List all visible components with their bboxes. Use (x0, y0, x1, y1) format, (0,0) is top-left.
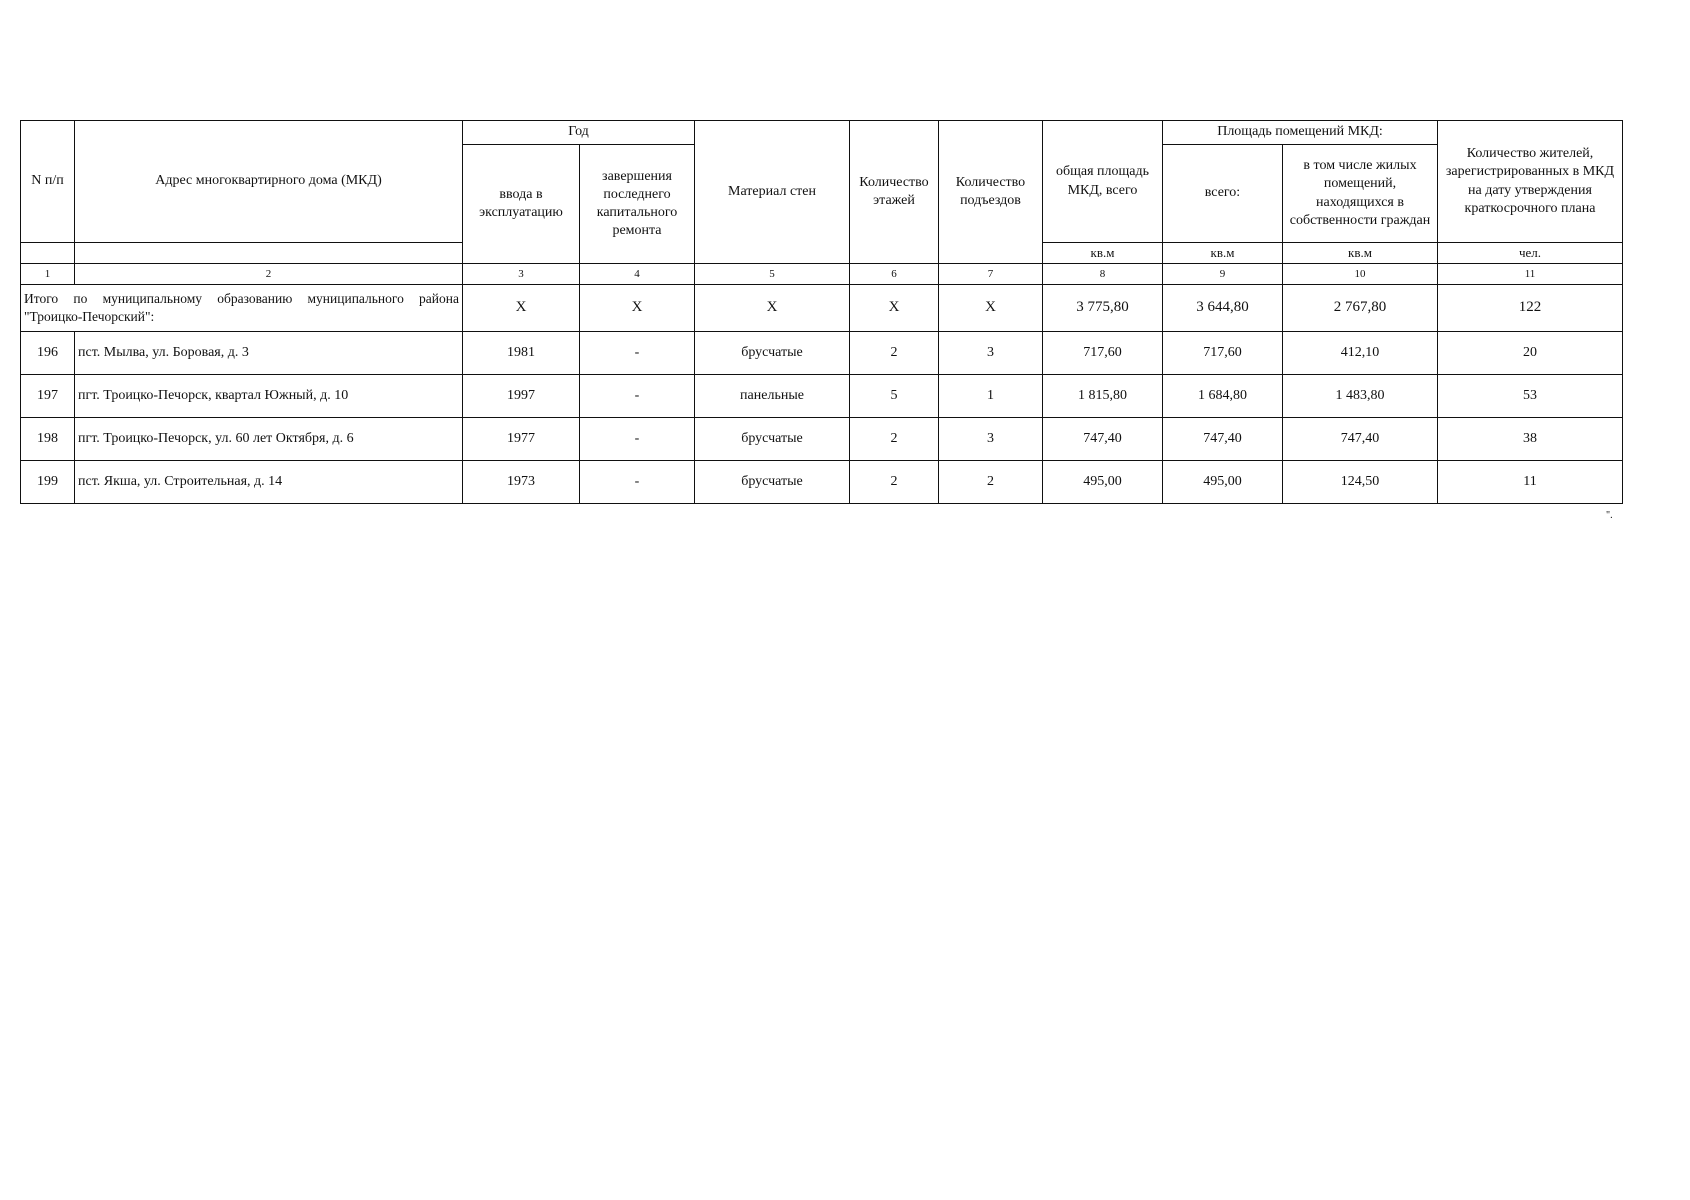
column-number: 7 (939, 264, 1043, 285)
row-year-commission: 1997 (463, 375, 580, 418)
header-entrances: Количество подъездов (939, 121, 1043, 264)
row-entrances: 3 (939, 332, 1043, 375)
header-n: N п/п (21, 121, 75, 243)
row-number: 199 (21, 461, 75, 504)
column-number: 9 (1163, 264, 1283, 285)
header-wall-material: Материал стен (695, 121, 850, 264)
header-residents: Количество жителей, зарегистрированных в МКД на дату утверждения краткосрочного плана (1438, 121, 1623, 243)
total-entrances: Х (939, 285, 1043, 332)
total-floors: Х (850, 285, 939, 332)
row-residents: 20 (1438, 332, 1623, 375)
total-year-repair: Х (580, 285, 695, 332)
row-total-area: 1 815,80 (1043, 375, 1163, 418)
column-number: 10 (1283, 264, 1438, 285)
row-floors: 2 (850, 418, 939, 461)
unit-area-all: кв.м (1163, 243, 1283, 264)
row-entrances: 1 (939, 375, 1043, 418)
row-wall-material: панельные (695, 375, 850, 418)
header-year-repair: завершения последнего капитального ремонта (580, 145, 695, 264)
row-year-commission: 1977 (463, 418, 580, 461)
header-floors: Количество этажей (850, 121, 939, 264)
row-area-residential: 747,40 (1283, 418, 1438, 461)
row-number: 196 (21, 332, 75, 375)
row-entrances: 3 (939, 418, 1043, 461)
row-area-residential: 412,10 (1283, 332, 1438, 375)
row-area-residential: 1 483,80 (1283, 375, 1438, 418)
column-number: 11 (1438, 264, 1623, 285)
row-floors: 2 (850, 332, 939, 375)
column-number: 3 (463, 264, 580, 285)
table-row (21, 461, 1623, 504)
column-number: 2 (75, 264, 463, 285)
row-area-all: 747,40 (1163, 418, 1283, 461)
housing-table (20, 120, 1623, 504)
row-area-residential: 124,50 (1283, 461, 1438, 504)
row-residents: 11 (1438, 461, 1623, 504)
row-area-all: 1 684,80 (1163, 375, 1283, 418)
unit-blank-n (21, 243, 75, 264)
row-wall-material: брусчатые (695, 332, 850, 375)
total-area-all: 3 644,80 (1163, 285, 1283, 332)
column-number: 4 (580, 264, 695, 285)
total-year-commission: Х (463, 285, 580, 332)
total-total-area: 3 775,80 (1043, 285, 1163, 332)
row-number: 197 (21, 375, 75, 418)
total-label: Итого по муниципальному образованию муниципального района "Троицко-Печорский": (21, 285, 463, 332)
column-number-row (21, 264, 1623, 285)
row-year-commission: 1973 (463, 461, 580, 504)
row-entrances: 2 (939, 461, 1043, 504)
unit-residents: чел. (1438, 243, 1623, 264)
column-number: 6 (850, 264, 939, 285)
row-floors: 2 (850, 461, 939, 504)
row-address: пст. Якша, ул. Строительная, д. 14 (75, 461, 463, 504)
unit-area-residential: кв.м (1283, 243, 1438, 264)
row-address: пгт. Троицко-Печорск, ул. 60 лет Октября, д. 6 (75, 418, 463, 461)
row-year-repair: - (580, 418, 695, 461)
header-row (21, 121, 1623, 145)
row-year-commission: 1981 (463, 332, 580, 375)
row-total-area: 747,40 (1043, 418, 1163, 461)
header-area-group: Площадь помещений МКД: (1163, 121, 1438, 145)
total-residents: 122 (1438, 285, 1623, 332)
unit-total-area: кв.м (1043, 243, 1163, 264)
header-total-area: общая площадь МКД, всего (1043, 121, 1163, 243)
unit-blank-address (75, 243, 463, 264)
column-number: 1 (21, 264, 75, 285)
row-year-repair: - (580, 461, 695, 504)
column-number: 5 (695, 264, 850, 285)
row-address: пст. Мылва, ул. Боровая, д. 3 (75, 332, 463, 375)
table-row (21, 375, 1623, 418)
table-row (21, 418, 1623, 461)
row-area-all: 495,00 (1163, 461, 1283, 504)
row-year-repair: - (580, 375, 695, 418)
row-year-repair: - (580, 332, 695, 375)
row-total-area: 717,60 (1043, 332, 1163, 375)
header-year-commission: ввода в эксплуатацию (463, 145, 580, 264)
total-row (21, 285, 1623, 332)
row-address: пгт. Троицко-Печорск, квартал Южный, д. 10 (75, 375, 463, 418)
row-floors: 5 (850, 375, 939, 418)
header-year-group: Год (463, 121, 695, 145)
row-number: 198 (21, 418, 75, 461)
row-wall-material: брусчатые (695, 418, 850, 461)
row-total-area: 495,00 (1043, 461, 1163, 504)
table-row (21, 332, 1623, 375)
total-area-residential: 2 767,80 (1283, 285, 1438, 332)
column-number: 8 (1043, 264, 1163, 285)
row-residents: 53 (1438, 375, 1623, 418)
row-area-all: 717,60 (1163, 332, 1283, 375)
row-wall-material: брусчатые (695, 461, 850, 504)
closing-quote-mark: ". (1606, 510, 1613, 521)
header-area-residential: в том числе жилых помещений, находящихся в собственности граждан (1283, 145, 1438, 243)
header-area-all: всего: (1163, 145, 1283, 243)
row-residents: 38 (1438, 418, 1623, 461)
total-wall-material: Х (695, 285, 850, 332)
header-address: Адрес многоквартирного дома (МКД) (75, 121, 463, 243)
